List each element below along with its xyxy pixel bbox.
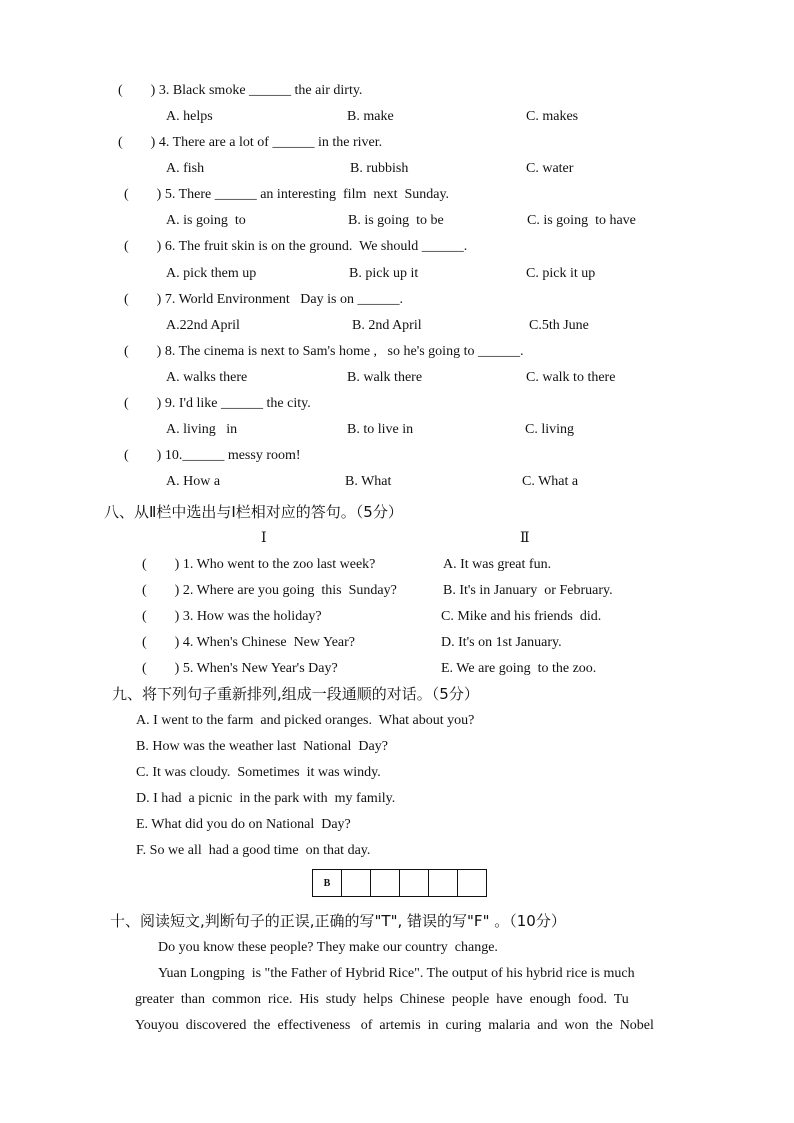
mc-q7-option-b: B. 2nd April [352,318,422,333]
mc-q6: ( ) 6. The fruit skin is on the ground. We should ______. [124,239,468,254]
answer-box-5[interactable] [429,870,458,897]
mc-q4: ( ) 4. There are a lot of ______ in the river. [118,135,383,150]
mc-q9: ( ) 9. I'd like ______ the city. [124,396,311,411]
dialogue-sentence-c: C. It was cloudy. Sometimes it was windy. [136,765,381,780]
dialogue-sentence-a: A. I went to the farm and picked oranges. What about you? [136,713,475,728]
match-answer-a: A. It was great fun. [443,557,552,572]
answer-box-3[interactable] [371,870,400,897]
reading-line-4: Youyou discovered the effectiveness of artemis in curing malaria and won the Nobel [135,1018,654,1033]
match-question-3: ( ) 3. How was the holiday? [142,609,322,624]
dialogue-sentence-b: B. How was the weather last National Day? [136,739,388,754]
mc-q5-option-b: B. is going to be [348,213,444,228]
mc-q5-option-a: A. is going to [166,213,246,228]
match-answer-c: C. Mike and his friends did. [441,609,602,624]
mc-q7-option-c: C.5th June [529,318,589,333]
answer-box-6[interactable] [458,870,487,897]
match-answer-d: D. It's on 1st January. [441,635,562,650]
mc-q6-option-c: C. pick it up [526,266,596,281]
mc-q3: ( ) 3. Black smoke ______ the air dirty. [118,83,363,98]
mc-q3-option-c: C. makes [526,109,579,124]
mc-q8-option-b: B. walk there [347,370,423,385]
mc-q5-option-c: C. is going to have [527,213,636,228]
reading-line-1: Do you know these people? They make our country change. [158,940,498,955]
mc-q8-option-a: A. walks there [166,370,248,385]
mc-q10: ( ) 10.______ messy room! [124,448,301,463]
mc-q6-option-a: A. pick them up [166,266,257,281]
match-answer-b: B. It's in January or February. [443,583,613,598]
match-answer-e: E. We are going to the zoo. [441,661,597,676]
match-question-5: ( ) 5. When's New Year's Day? [142,661,338,676]
mc-q9-option-c: C. living [525,422,575,437]
mc-q10-option-a: A. How a [166,474,221,489]
mc-q10-option-b: B. What [345,474,392,489]
column-1-label: Ⅰ [261,531,267,546]
column-2-label: Ⅱ [520,531,530,546]
match-question-2: ( ) 2. Where are you going this Sunday? [142,583,397,598]
mc-q6-option-b: B. pick up it [349,266,419,281]
mc-q8-option-c: C. walk to there [526,370,616,385]
mc-q7: ( ) 7. World Environment Day is on ______. [124,292,403,307]
dialogue-sentence-e: E. What did you do on National Day? [136,817,351,832]
reading-line-2: Yuan Longping is "the Father of Hybrid Rice". The output of his hybrid rice is much [158,966,635,981]
mc-q9-option-a: A. living in [166,422,238,437]
dialogue-sentence-d: D. I had a picnic in the park with my family. [136,791,396,806]
match-question-1: ( ) 1. Who went to the zoo last week? [142,557,376,572]
section-9-title: 九、将下列句子重新排列,组成一段通顺的对话。（5分） [112,685,479,703]
mc-q4-option-b: B. rubbish [350,161,409,176]
answer-box-4[interactable] [400,870,429,897]
mc-q3-option-a: A. helps [166,109,213,124]
mc-q4-option-a: A. fish [166,161,205,176]
mc-q8: ( ) 8. The cinema is next to Sam's home , so he's going to ______. [124,344,524,359]
mc-q4-option-c: C. water [526,161,574,176]
answer-box-2[interactable] [342,870,371,897]
section-10-title: 十、阅读短文,判断句子的正误,正确的写"T", 错误的写"F" 。（10分） [110,912,566,930]
dialogue-sentence-f: F. So we all had a good time on that day. [136,843,371,858]
mc-q9-option-b: B. to live in [347,422,414,437]
section-8-title: 八、从Ⅱ栏中选出与Ⅰ栏相对应的答句。（5分） [104,503,403,521]
mc-q10-option-c: C. What a [522,474,579,489]
match-question-4: ( ) 4. When's Chinese New Year? [142,635,356,650]
mc-q5: ( ) 5. There ______ an interesting film next Sunday. [124,187,450,202]
answer-order-boxes [312,869,487,897]
mc-q7-option-a: A.22nd April [166,318,240,333]
mc-q3-option-b: B. make [347,109,394,124]
answer-box-1[interactable]: B [313,870,342,897]
reading-line-3: greater than common rice. His study helps Chinese people have enough food. Tu [135,992,629,1007]
